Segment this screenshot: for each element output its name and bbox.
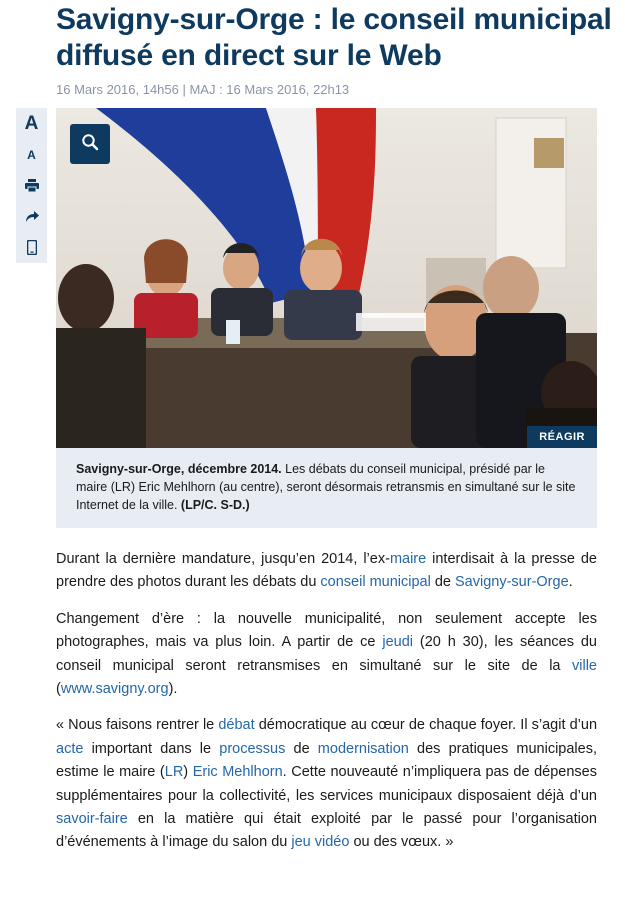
text-run: démocratique au cœur de chaque foyer. Il s’agit d’un bbox=[254, 717, 598, 734]
text-run: de bbox=[430, 574, 456, 591]
link-maire[interactable]: maire bbox=[389, 551, 427, 567]
font-increase-button[interactable]: A bbox=[24, 112, 39, 134]
link-savoir-faire[interactable]: savoir-faire bbox=[56, 811, 128, 828]
react-button[interactable]: RÉAGIR bbox=[527, 426, 597, 448]
zoom-button[interactable] bbox=[70, 124, 110, 164]
paragraph-1 bbox=[56, 548, 597, 595]
link-jeudi[interactable]: jeudi bbox=[382, 634, 413, 651]
share-icon bbox=[25, 210, 39, 223]
print-button[interactable] bbox=[16, 170, 47, 201]
article-toolbar bbox=[16, 108, 47, 263]
text-run: ( bbox=[56, 681, 61, 698]
article-photo[interactable] bbox=[56, 108, 597, 448]
mobile-button[interactable] bbox=[16, 232, 47, 263]
text-run: (20 h 30), les séances du conseil municipal seront retransmises en simultané sur le site de la bbox=[56, 634, 597, 674]
text-run: ) bbox=[183, 764, 193, 781]
caption-text: Les débats du conseil municipal, présidé par le maire (LR) Eric Mehlhorn (au centre), seront désormais retransmis en simultané sur le site Internet de la ville. bbox=[76, 462, 576, 512]
mobile-icon bbox=[27, 240, 37, 255]
text-run: Changement d’ère : la nouvelle municipalité, non seulement accepte les photographes, mais va plus loin. A partir de ce bbox=[56, 610, 597, 651]
text-run: interdisait à la presse de prendre des photos durant les débats du bbox=[56, 551, 597, 591]
link-lr[interactable]: LR bbox=[164, 764, 184, 781]
link-savigny-website[interactable]: www.savigny.org bbox=[60, 681, 169, 698]
search-icon bbox=[81, 133, 99, 156]
link-processus[interactable]: processus bbox=[219, 740, 286, 757]
text-run: ou des vœux. » bbox=[349, 834, 454, 851]
council-meeting-photo bbox=[56, 108, 597, 448]
photo-caption bbox=[56, 448, 597, 528]
link-ville[interactable]: ville bbox=[572, 657, 597, 674]
link-conseil-municipal[interactable]: conseil municipal bbox=[320, 574, 431, 591]
print-icon bbox=[25, 179, 39, 192]
article-title: Savigny-sur-Orge : le conseil municipal diffusé en direct sur le Web bbox=[56, 3, 612, 72]
link-modernisation[interactable]: modernisation bbox=[317, 740, 409, 757]
caption-lead: Savigny-sur-Orge, décembre 2014. bbox=[76, 462, 282, 476]
text-run: . Cette nouveauté n’impliquera pas de dépenses supplémentaires pour la collectivité, les services municipaux disposaient déjà d’un bbox=[56, 764, 597, 804]
link-eric-mehlhorn[interactable]: Eric Mehlhorn bbox=[192, 764, 283, 781]
text-run: « Nous faisons rentrer le bbox=[56, 717, 219, 734]
font-decrease-button[interactable]: A bbox=[27, 147, 36, 162]
link-debat[interactable]: débat bbox=[218, 717, 255, 734]
paragraph-2 bbox=[56, 608, 597, 702]
text-run: des pratiques municipales, estime le maire ( bbox=[56, 740, 597, 781]
link-savigny-sur-orge[interactable]: Savigny-sur-Orge bbox=[455, 574, 569, 591]
article-date: 16 Mars 2016, 14h56 | MAJ : 16 Mars 2016, 22h13 bbox=[56, 82, 350, 97]
text-run: Durant la dernière mandature, jusqu’en 2014, l’ex- bbox=[56, 551, 390, 567]
caption-credit: (LP/C. S-D.) bbox=[180, 498, 250, 512]
share-button[interactable] bbox=[16, 201, 47, 232]
text-run: ). bbox=[168, 681, 178, 698]
link-jeu-video[interactable]: jeu vidéo bbox=[291, 834, 350, 851]
text-run: important dans le bbox=[83, 740, 220, 757]
article-body bbox=[56, 548, 597, 868]
paragraph-3 bbox=[56, 714, 597, 854]
text-run: de bbox=[285, 740, 318, 757]
text-run: en la matière qui était exploité par le passé pour l’organisation d’événements à l’image du salon du bbox=[56, 811, 597, 851]
link-acte[interactable]: acte bbox=[56, 740, 84, 757]
text-run: . bbox=[568, 574, 573, 591]
